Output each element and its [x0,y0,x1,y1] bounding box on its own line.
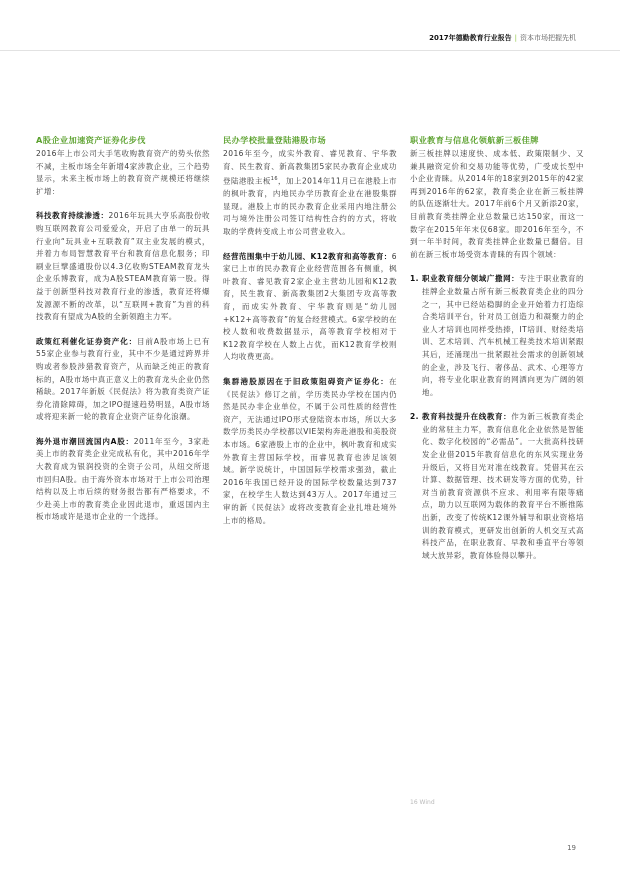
footnote-source: 16 Wind [410,799,435,806]
paragraph-lead: 政策红利催化证券资产化： [36,336,138,346]
column-hk-market [223,134,397,539]
paragraph-body: 目前A股市场上已有55家企业参与教育行业，其中不少是通过跨界并购或者参股涉猎教育资产，从而缺乏纯正的教育标的，A股市场中真正意义上的教育龙头企业仍然稀缺。2017年新版《民促法》将为教育类资产证券化清除障碍，加之IPO提速趋势明显，A股市场或将迎来新一轮的教育企业资产证券化浪潮。 [36,336,210,422]
header-divider [0,50,620,51]
paragraph-lead: 海外退市潮回流国内A股： [36,436,134,446]
paragraph-tech-education [36,210,210,323]
header-separator: | [514,34,517,42]
list-item [410,273,584,399]
list-item [410,411,584,562]
paragraph-body: 6家已上市的民办教育企业经营范围各有侧重，枫叶教育、睿见教育2家企业主营幼儿园和K12教育，民生教育、新高教集团2大集团专攻高等教育，而成实外教育、宇华教育则是“幼儿园+K12+高等教育”的复合经营模式。6家学校的在校人数和收费数据显示，高等教育学校相对于K12教育学校在人数上占优，而K12教育学校则人均收费更高。 [223,251,397,362]
section-heading-hk: 民办学校批量登陆港股市场 [223,135,327,145]
paragraph-policy-dividend [36,336,210,424]
paragraph-lead: 教育科技提升在线教育： [422,412,512,422]
paragraph-body: 作为新三板教育类企业的常驻主力军，教育信息化企业依然是智能化、数字化校园的“必需品”。一大批高科技研发企业借2015年教育信息化的东风实现业务升级后，又将目光对准在线教育。凭借其在云计算、数据管理、技术研发等方面的优势，针对当前教育资源供不应求、利用率有限等痛点，助力以互联网为载体的教育平台不断推陈出新，改变了传统K12课外辅导和职业资格培训的教育模式，更研发出创新的人机交互式高科技产品，在职业教育、早教和垂直平台等领域大放异彩，教育体验得以攀升。 [422,412,584,560]
paragraph-business-scope [223,251,397,364]
paragraph-body: 2016年玩具大亨乐高股份收购互联网教育公司爱爱众，开启了由单一的玩具行业向“玩具业+互联教育”双主业发展的模式，并着力布局智慧教育平台和教育信息化服务；印刷业巨擘盛通股份以4.3亿收购STEAM教育龙头企业乐博教育，成为A股STEAM教育第一股。得益于创新型科技对教育行业的渗透，教育还将爆发源源不断的改革，以“互联网+教育”为首的科技教育有望成为A股的全新领跑主力军。 [36,211,210,322]
intro-text-rest: ，加上2014年11月已在港股上市的枫叶教育，内地民办学历教育企业在港股集群显现。港股上市的民办教育企业采用内地注册公司与境外注册公司签订结构性合约的方式，将收取的学费转变成上市公司营业收入。 [223,176,397,237]
paragraph-lead: 职业教育细分领域广撒网： [422,274,520,284]
paragraph-intro: 新三板挂牌以速度快、成本低、政策限制少、又兼具融资定价和交易功能等优势，广受成长型中小企业青睐。从2014年的18家到2015年的42家再到2016年的62家，教育类企业在新三板挂牌的队伍逐渐壮大。2017年前6个月又新添20家，目前教育类挂牌企业总数量已达150家，而这一数字在2015年年末仅68家。即2016年至今，不到一年半时间，教育类挂牌企业数量已翻倍。目前在新三板市场受资本青睐的有四个领域： [410,149,584,259]
section-heading-a-share: A股企业加速资产证券化步伐 [36,135,146,145]
paragraph-body: 2011年至今，3家赴美上市的教育类企业完成私有化，其中2016年学大教育成为银润投资的全资子公司，从纽交所退市回归A股。由于海外资本市场对于上市公司治理结构以及上市后续的财务报告都有严格要求，不少赴美上市的教育类企业因此退市，重返国内主板市场或许是退市企业的一个选择。 [36,436,210,522]
report-title: 2017年德勤教育行业报告 [429,34,512,42]
list-number: 2. [410,412,419,422]
list-number: 1. [410,274,419,284]
paragraph-listing-reason [223,376,397,527]
column-a-share [36,134,210,536]
paragraph-body: 在《民促法》修订之前，学历类民办学校在国内仍然是民办非企业单位，不属于公司性质的经营性资产，无法通过IPO形式登陆资本市场，所以大多数学历类民办学校都以VIE架构奔赴港股和美股资本市场。6家港股上市的企业中，枫叶教育和成实外教育主营国际学校，而睿见教育也涉足该领域。新学说统计，中国国际学校需求强劲，截止2016年我国已经开设的国际学校数量达到737家，在校学生人数达到43万人。2017年通过三审的新《民促法》或将改变教育企业扎堆赴境外上市的格局。 [223,377,397,525]
paragraph-intro: 2016年上市公司大手笔收购教育资产的势头依然不减，主板市场全年新增4家涉教企业，三个趋势显示，未来主板市场上的教育资产规模还将继续扩增： [36,149,210,196]
intro-text: 2016年至今，成实外教育、睿见教育、宇华教育、民生教育、新高教集团5家民办教育企业成功登陆港股主板 [223,149,397,186]
paragraph-lead: 科技教育持续渗透： [36,211,109,221]
paragraph-lead: 经营范围集中于幼儿园、K12教育和高等教育： [223,251,392,261]
paragraph-body: 专注于职业教育的挂牌企业数量占所有新三板教育类企业的四分之一，其中已经站稳脚的企业开始着力打造综合类培训平台，针对员工创造力和凝聚力的企业人才培训也同样受热捧，IT培训、财经类培训、艺术培训、汽车机械工程类技术培训紧跟其后，还涌现出一批紧跟社会需求的创新领域的企业，涉及飞行、奢侈品、武术、心理等方向，将专业化职业教育的网洒向更为广阔的领地。 [422,274,584,397]
page-header [429,32,576,44]
paragraph-intro [223,148,397,239]
section-heading-neeq: 职业教育与信息化领航新三板佳牌 [410,135,539,145]
report-subtitle: 资本市场把握先机 [520,34,576,42]
page-number: 19 [567,844,576,852]
footnote-ref: 16 [270,176,279,183]
column-neeq [410,134,584,574]
paragraph-delisting [36,436,210,524]
paragraph-lead: 集群港股原因在于旧政策阻碍资产证券化： [223,377,390,386]
